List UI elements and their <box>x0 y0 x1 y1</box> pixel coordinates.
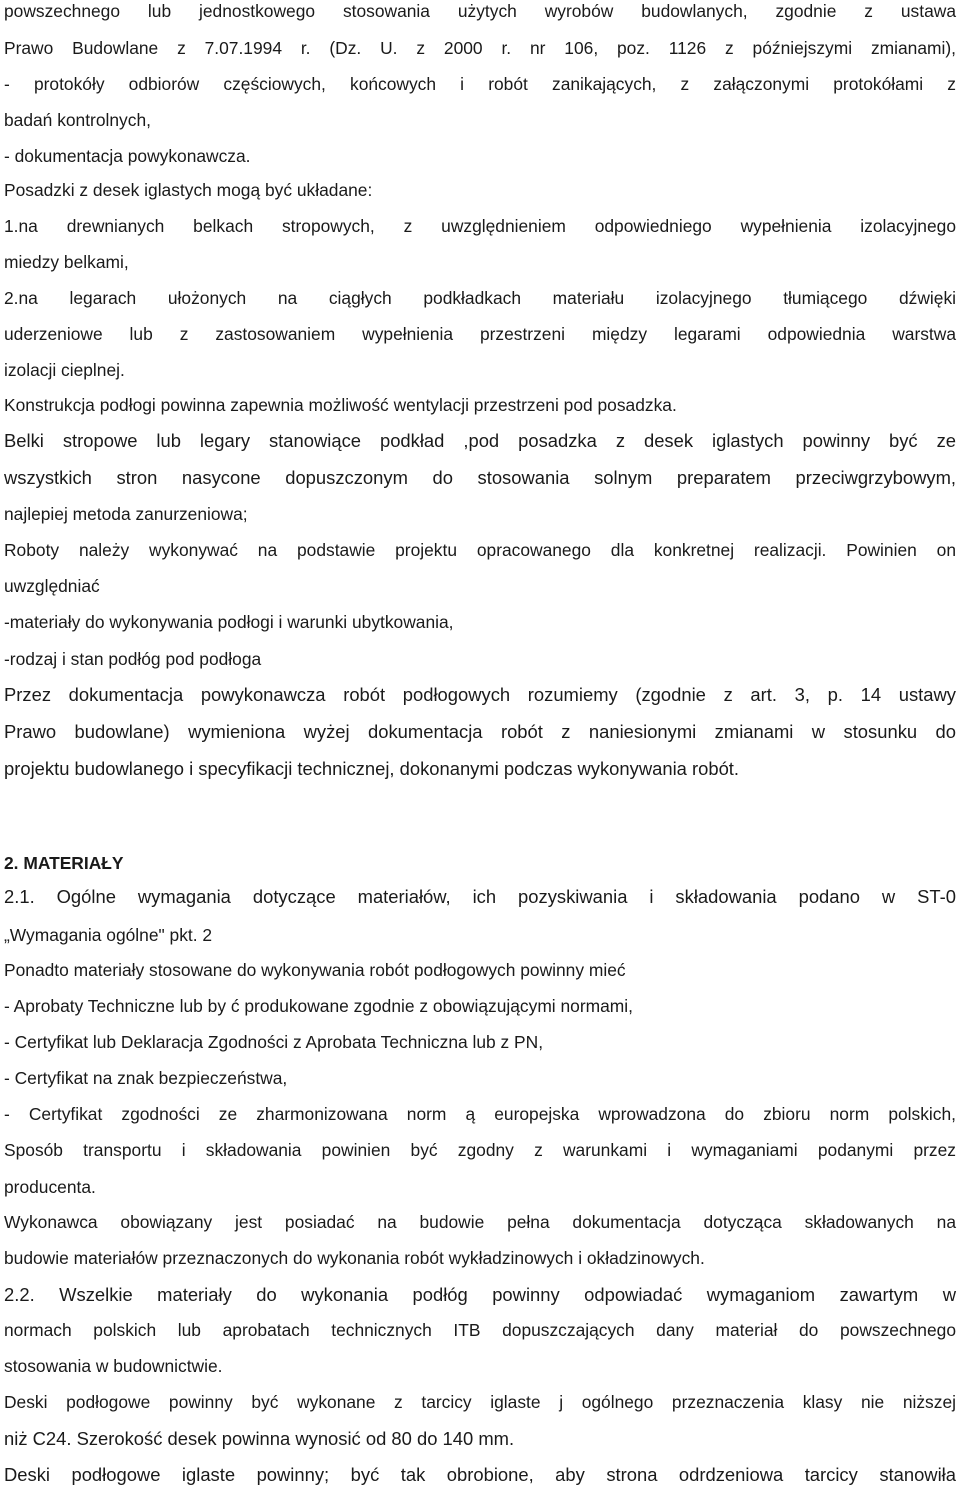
text-line: Przez dokumentacja powykonawcza robót podłogowych rozumiemy (zgodnie z art. 3, p. 14 ustawy <box>4 684 956 705</box>
text-line: Sposób transportu i składowania powinien być zgodny z warunkami i wymaganiami podanymi przez <box>4 1140 956 1160</box>
text-line: 1.na drewnianych belkach stropowych, z uwzględnieniem odpowiedniego wypełnienia izolacyjnego <box>4 216 956 236</box>
list-item: - Certyfikat zgodności ze zharmonizowana norm ą europejska wprowadzona do zbioru norm polskich, <box>4 1104 956 1124</box>
text-line: - protokóły odbiorów częściowych, końcowych i robót zanikających, z załączonymi protokółami z <box>4 74 956 94</box>
text-line: 2.1. Ogólne wymagania dotyczące materiałów, ich pozyskiwania i składowania podano w ST-0 <box>4 886 956 907</box>
text-line: miedzy belkami, <box>4 252 129 272</box>
text-line: projektu budowlanego i specyfikacji technicznej, dokonanymi podczas wykonywania robót. <box>4 758 740 779</box>
text-line: Prawo budowlane) wymieniona wyżej dokumentacja robót z naniesionymi zmianami w stosunku do <box>4 721 956 742</box>
section-heading: 2. MATERIAŁY <box>4 853 124 873</box>
text-line: Roboty należy wykonywać na podstawie projektu opracowanego dla konkretnej realizacji. Powinien on <box>4 540 956 560</box>
text-line: Posadzki z desek iglastych mogą być układane: <box>4 180 373 200</box>
text-line: -materiały do wykonywania podłogi i warunki ubytkowania, <box>4 612 454 632</box>
text-line: niż C24. Szerokość desek powinna wynosić od 80 do 140 mm. <box>4 1428 515 1449</box>
text-line: badań kontrolnych, <box>4 110 151 130</box>
text-line: Belki stropowe lub legary stanowiące podkład ,pod posadzka z desek iglastych powinny być ze <box>4 430 956 451</box>
text-line: Ponadto materiały stosowane do wykonywania robót podłogowych powinny mieć <box>4 960 626 980</box>
text-line: izolacji cieplnej. <box>4 360 125 380</box>
text-line: Deski podłogowe powinny być wykonane z tarcicy iglaste j ogólnego przeznaczenia klasy nie niższej <box>4 1392 956 1412</box>
text-line: 2.2. Wszelkie materiały do wykonania podłóg powinny odpowiadać wymaganiom zawartym w <box>4 1284 956 1305</box>
text-line: najlepiej metoda zanurzeniowa; <box>4 504 248 524</box>
text-line: „Wymagania ogólne" pkt. 2 <box>4 925 213 945</box>
text-line: normach polskich lub aprobatach technicznych ITB dopuszczających dany materiał do powszechnego <box>4 1320 956 1340</box>
text-line: uderzeniowe lub z zastosowaniem wypełnienia przestrzeni między legarami odpowiednia warstwa <box>4 324 956 344</box>
list-item: - Certyfikat na znak bezpieczeństwa, <box>4 1068 288 1088</box>
text-line: - dokumentacja powykonawcza. <box>4 146 251 166</box>
text-line: stosowania w budownictwie. <box>4 1356 223 1376</box>
list-item: - Aprobaty Techniczne lub by ć produkowane zgodnie z obowiązującymi normami, <box>4 996 633 1016</box>
text-line: -rodzaj i stan podłóg pod podłoga <box>4 649 262 669</box>
text-line: Deski podłogowe iglaste powinny; być tak obrobione, aby strona odrdzeniowa tarcicy stanowiła <box>4 1464 956 1485</box>
text-line: producenta. <box>4 1177 96 1197</box>
text-line: budowie materiałów przeznaczonych do wykonania robót wykładzinowych i okładzinowych. <box>4 1248 705 1268</box>
text-line: Konstrukcja podłogi powinna zapewnia możliwość wentylacji przestrzeni pod posadzka. <box>4 395 677 415</box>
text-line: powszechnego lub jednostkowego stosowania użytych wyrobów budowlanych, zgodnie z ustawa <box>4 1 956 21</box>
list-item: - Certyfikat lub Deklaracja Zgodności z Aprobata Techniczna lub z PN, <box>4 1032 544 1052</box>
text-line: uwzględniać <box>4 576 100 596</box>
text-line: Prawo Budowlane z 7.07.1994 r. (Dz. U. z 2000 r. nr 106, poz. 1126 z późniejszymi zmianami), <box>4 38 956 58</box>
text-line: Wykonawca obowiązany jest posiadać na budowie pełna dokumentacja dotycząca składowanych na <box>4 1212 956 1232</box>
text-line: wszystkich stron nasycone dopuszczonym do stosowania solnym preparatem przeciwgrzybowym, <box>4 467 956 488</box>
text-line: 2.na legarach ułożonych na ciągłych podkładkach materiału izolacyjnego tłumiącego dźwięki <box>4 288 956 308</box>
